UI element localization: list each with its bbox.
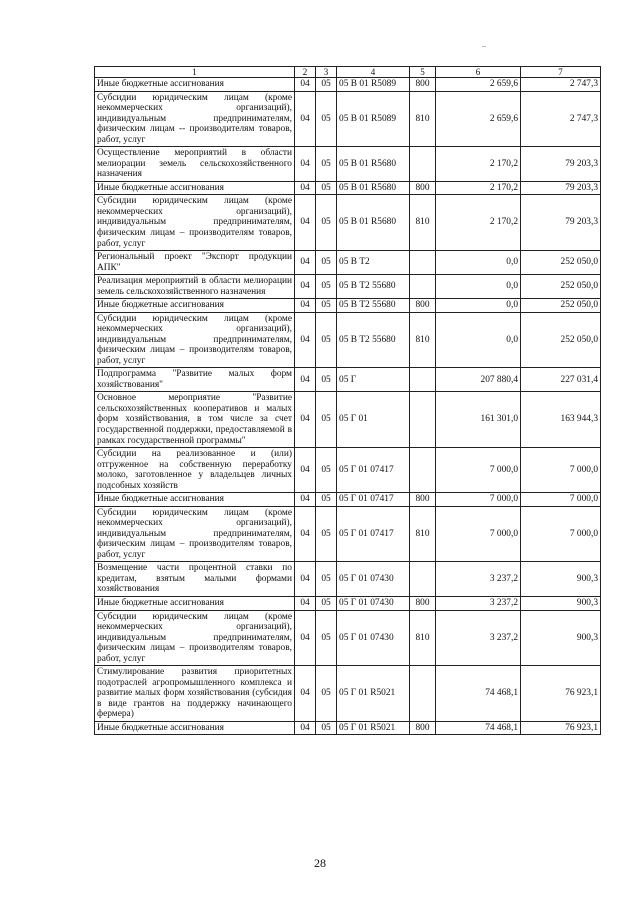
row-section: 04 [295, 312, 316, 368]
row-section: 04 [295, 299, 316, 313]
row-amount-col6: 2 659,6 [436, 91, 521, 147]
row-amount-col6: 7 000,0 [436, 506, 521, 562]
header-col-4: 4 [337, 67, 410, 78]
row-subsection: 05 [316, 91, 337, 147]
header-col-1: 1 [95, 67, 295, 78]
table-row [95, 91, 601, 147]
row-expense-type: 810 [410, 610, 436, 666]
header-col-5: 5 [410, 67, 436, 78]
row-section: 04 [295, 666, 316, 722]
row-subsection: 05 [316, 181, 337, 195]
table-row [95, 493, 601, 507]
row-target-article: 05 Г 01 07417 [337, 506, 410, 562]
row-expense-type: 800 [410, 493, 436, 507]
row-section: 04 [295, 562, 316, 597]
row-expense-type: 800 [410, 181, 436, 195]
row-target-article: 05 Г [337, 368, 410, 392]
row-name: Осуществление мероприятий в области мелиорации земель сельскохозяйственного назначения [95, 147, 295, 182]
row-target-article: 05 В 01 R5089 [337, 78, 410, 92]
row-amount-col6: 3 237,2 [436, 562, 521, 597]
row-section: 04 [295, 181, 316, 195]
header-col-6: 6 [436, 67, 521, 78]
header-col-7: 7 [521, 67, 601, 78]
row-target-article: 05 В Т2 55680 [337, 299, 410, 313]
table-row [95, 596, 601, 610]
row-amount-col7: 7 000,0 [521, 493, 601, 507]
row-expense-type [410, 666, 436, 722]
row-amount-col7: 79 203,3 [521, 181, 601, 195]
row-expense-type: 800 [410, 721, 436, 735]
page-mark: .. [482, 40, 486, 49]
row-amount-col7: 2 747,3 [521, 78, 601, 92]
row-expense-type [410, 368, 436, 392]
row-amount-col6: 207 880,4 [436, 368, 521, 392]
table-body [95, 78, 601, 735]
table-row [95, 562, 601, 597]
row-section: 04 [295, 251, 316, 275]
row-section: 04 [295, 721, 316, 735]
row-section: 04 [295, 78, 316, 92]
row-subsection: 05 [316, 195, 337, 251]
row-amount-col7: 7 000,0 [521, 448, 601, 493]
row-subsection: 05 [316, 368, 337, 392]
row-amount-col6: 2 170,2 [436, 147, 521, 182]
row-amount-col6: 0,0 [436, 312, 521, 368]
table-row [95, 610, 601, 666]
row-amount-col7: 252 050,0 [521, 312, 601, 368]
row-target-article: 05 Г 01 07430 [337, 610, 410, 666]
table-row [95, 392, 601, 448]
row-expense-type [410, 251, 436, 275]
row-name: Иные бюджетные ассигнования [95, 181, 295, 195]
row-amount-col6: 7 000,0 [436, 448, 521, 493]
table-row [95, 506, 601, 562]
row-section: 04 [295, 596, 316, 610]
row-subsection: 05 [316, 448, 337, 493]
row-target-article: 05 Г 01 R5021 [337, 666, 410, 722]
table-header-row [95, 67, 601, 78]
row-target-article: 05 В Т2 55680 [337, 312, 410, 368]
row-subsection: 05 [316, 721, 337, 735]
row-name: Субсидии юридическим лицам (кроме некоммерческих организаций), индивидуальным предпринимателям, физическим лицам – производителям товаров, работ, услуг [95, 312, 295, 368]
row-expense-type: 800 [410, 78, 436, 92]
row-name: Иные бюджетные ассигнования [95, 596, 295, 610]
row-expense-type: 800 [410, 596, 436, 610]
row-name: Субсидии юридическим лицам (кроме некоммерческих организаций), индивидуальным предпринимателям, физическим лицам -- производителям товаров, работ, услуг [95, 91, 295, 147]
header-col-3: 3 [316, 67, 337, 78]
row-name: Иные бюджетные ассигнования [95, 721, 295, 735]
row-subsection: 05 [316, 299, 337, 313]
row-amount-col7: 76 923,1 [521, 721, 601, 735]
row-amount-col7: 227 031,4 [521, 368, 601, 392]
row-expense-type [410, 275, 436, 299]
row-target-article: 05 В Т2 [337, 251, 410, 275]
row-subsection: 05 [316, 562, 337, 597]
row-expense-type: 810 [410, 312, 436, 368]
row-amount-col6: 2 659,6 [436, 78, 521, 92]
row-target-article: 05 В 01 R5680 [337, 181, 410, 195]
row-subsection: 05 [316, 666, 337, 722]
row-name: Реализация мероприятий в области мелиорации земель сельскохозяйственного назначения [95, 275, 295, 299]
row-amount-col7: 163 944,3 [521, 392, 601, 448]
row-amount-col7: 2 747,3 [521, 91, 601, 147]
row-subsection: 05 [316, 506, 337, 562]
row-section: 04 [295, 506, 316, 562]
row-amount-col7: 7 000,0 [521, 506, 601, 562]
row-target-article: 05 В 01 R5680 [337, 195, 410, 251]
table-row [95, 666, 601, 722]
row-name: Стимулирование развития приоритетных подотраслей агропромышленного комплекса и развитие малых форм хозяйствования (субсидия в виде грантов на поддержку начинающего фермера) [95, 666, 295, 722]
row-subsection: 05 [316, 275, 337, 299]
row-target-article: 05 В 01 R5089 [337, 91, 410, 147]
row-section: 04 [295, 195, 316, 251]
table-row [95, 448, 601, 493]
table-row [95, 368, 601, 392]
row-amount-col7: 900,3 [521, 562, 601, 597]
budget-table [94, 66, 601, 735]
header-col-2: 2 [295, 67, 316, 78]
row-subsection: 05 [316, 78, 337, 92]
row-amount-col7: 79 203,3 [521, 147, 601, 182]
row-name: Подпрограмма "Развитие малых форм хозяйствования" [95, 368, 295, 392]
table-row [95, 78, 601, 92]
row-amount-col6: 0,0 [436, 275, 521, 299]
row-name: Субсидии юридическим лицам (кроме некоммерческих организаций), индивидуальным предпринимателям, физическим лицам – производителям товаров, работ, услуг [95, 195, 295, 251]
table-row [95, 251, 601, 275]
row-amount-col6: 0,0 [436, 299, 521, 313]
row-name: Иные бюджетные ассигнования [95, 78, 295, 92]
row-expense-type: 810 [410, 195, 436, 251]
row-target-article: 05 В Т2 55680 [337, 275, 410, 299]
row-expense-type: 800 [410, 299, 436, 313]
row-amount-col6: 161 301,0 [436, 392, 521, 448]
table-row [95, 299, 601, 313]
row-expense-type [410, 147, 436, 182]
row-subsection: 05 [316, 493, 337, 507]
row-amount-col7: 900,3 [521, 596, 601, 610]
row-target-article: 05 В 01 R5680 [337, 147, 410, 182]
row-name: Субсидии юридическим лицам (кроме некоммерческих организаций), индивидуальным предпринимателям, физическим лицам – производителям товаров, работ, услуг [95, 610, 295, 666]
row-amount-col6: 74 468,1 [436, 721, 521, 735]
row-expense-type [410, 392, 436, 448]
row-amount-col6: 3 237,2 [436, 610, 521, 666]
row-target-article: 05 Г 01 07430 [337, 562, 410, 597]
row-name: Региональный проект "Экспорт продукции АПК" [95, 251, 295, 275]
row-name: Субсидии юридическим лицам (кроме некоммерческих организаций), индивидуальным предпринимателям, физическим лицам – производителям товаров, работ, услуг [95, 506, 295, 562]
row-section: 04 [295, 392, 316, 448]
row-section: 04 [295, 493, 316, 507]
row-expense-type: 810 [410, 506, 436, 562]
row-amount-col7: 252 050,0 [521, 299, 601, 313]
row-section: 04 [295, 91, 316, 147]
row-name: Субсидии на реализованное и (или) отгруженное на собственную переработку молоко, заготовленное у владельцев личных подсобных хозяйств [95, 448, 295, 493]
table-row [95, 147, 601, 182]
row-amount-col6: 0,0 [436, 251, 521, 275]
row-name: Основное мероприятие "Развитие сельскохозяйственных кооперативов и малых форм хозяйствования, в том числе за счет государственной поддержки, предоставляемой в рамках государственной программы" [95, 392, 295, 448]
row-name: Возмещение части процентной ставки по кредитам, взятым малыми формами хозяйствования [95, 562, 295, 597]
row-amount-col6: 2 170,2 [436, 195, 521, 251]
table-row [95, 195, 601, 251]
row-amount-col7: 76 923,1 [521, 666, 601, 722]
row-amount-col7: 79 203,3 [521, 195, 601, 251]
row-expense-type [410, 448, 436, 493]
row-target-article: 05 Г 01 07417 [337, 448, 410, 493]
row-amount-col6: 7 000,0 [436, 493, 521, 507]
row-amount-col6: 74 468,1 [436, 666, 521, 722]
row-amount-col6: 3 237,2 [436, 596, 521, 610]
row-name: Иные бюджетные ассигнования [95, 493, 295, 507]
row-expense-type [410, 562, 436, 597]
row-name: Иные бюджетные ассигнования [95, 299, 295, 313]
table-row [95, 275, 601, 299]
row-section: 04 [295, 275, 316, 299]
row-target-article: 05 Г 01 R5021 [337, 721, 410, 735]
row-amount-col7: 252 050,0 [521, 275, 601, 299]
row-amount-col7: 900,3 [521, 610, 601, 666]
row-section: 04 [295, 610, 316, 666]
row-section: 04 [295, 448, 316, 493]
table-row [95, 181, 601, 195]
row-subsection: 05 [316, 312, 337, 368]
row-target-article: 05 Г 01 [337, 392, 410, 448]
row-expense-type: 810 [410, 91, 436, 147]
row-target-article: 05 Г 01 07417 [337, 493, 410, 507]
row-subsection: 05 [316, 251, 337, 275]
row-subsection: 05 [316, 392, 337, 448]
row-section: 04 [295, 147, 316, 182]
row-subsection: 05 [316, 147, 337, 182]
table-row [95, 312, 601, 368]
row-amount-col6: 2 170,2 [436, 181, 521, 195]
page-number: 28 [314, 856, 326, 870]
row-amount-col7: 252 050,0 [521, 251, 601, 275]
row-subsection: 05 [316, 610, 337, 666]
table-row [95, 721, 601, 735]
row-subsection: 05 [316, 596, 337, 610]
row-section: 04 [295, 368, 316, 392]
row-target-article: 05 Г 01 07430 [337, 596, 410, 610]
